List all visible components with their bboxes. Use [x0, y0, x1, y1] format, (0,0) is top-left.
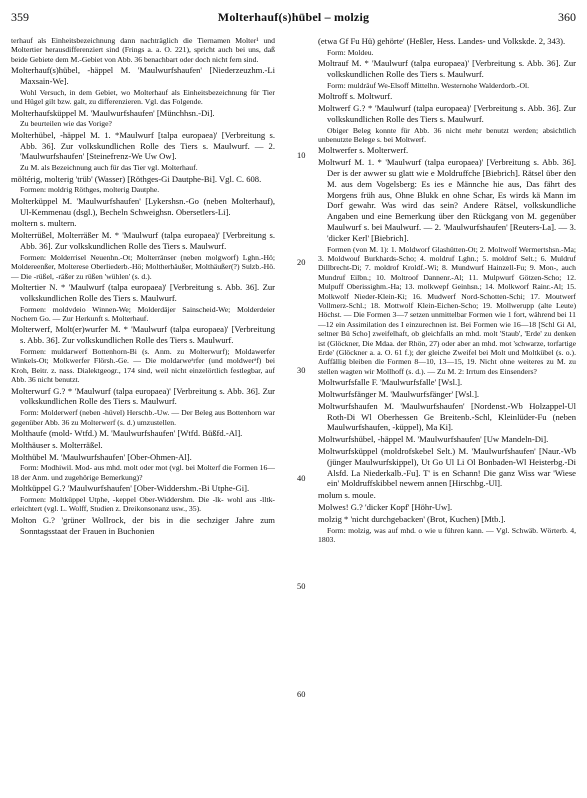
dictionary-entry: Formen: Molderrisel Neuenhn.-Ot; Molterränser (neben molgworf) Lghn.-Hö; Moldereenßer, Molterese Oberliederb.-Hö; Moltherhäußer, Molthäußer(?) Sulzb.-Hö. — Die -rüßel, -räßer zu rüßen 'wühlen' (s. d.). — [11, 252, 275, 281]
line-number: 30 — [297, 366, 306, 375]
line-number: 40 — [297, 474, 306, 483]
dictionary-entry: Form: muldräuf We-Elsoff Mittelhn. Westernohe Walderdorb.-Ol. — [327, 80, 530, 90]
dictionary-entry: Obiger Beleg konnte für Abb. 36 nicht mehr benutzt werden; absichtlich unbenutzte Belege s. bei Moltwerf. — [318, 125, 576, 144]
dictionary-entry: Moltrauf M. * 'Maulwurf (talpa europaea)' [Verbreitung s. Abb. 36]. Zur volkskundlichen Rolle des Tiers s. Maulwurf. — [318, 58, 576, 79]
right-column — [318, 36, 576, 545]
dictionary-entry: Molterwerf, Molt(er)wurfer M. * 'Maulwurf (talpa europaea)' [Verbreitung s. Abb. 36]. Zur volkskundlichen Rolle des Tiers s. Maulwurf. — [11, 324, 275, 346]
dictionary-entry: Formen: Moltküppel Utphe, -keppel Ober-Widdershm. Die -lk- wohl aus -lltk- erleichtert (vgl. L. Wolff, Studien z. Dreikonsonanz usw., 35). — [11, 495, 275, 514]
dictionary-entry: Form: Moldeu. — [327, 47, 374, 57]
dictionary-entry: möltérig, molterig 'trüb' (Wasser) [Röthges-Gi Dautphe-Bi]. Vgl. C. 608. — [11, 173, 262, 184]
dictionary-entry: Moltwerfer s. Molterwerf. — [318, 145, 409, 156]
dictionary-entry: Form: Modhiwil. Mod- aus mhd. molt oder mot (vgl. bei Molterf die Formen 16—18 der Anm. und zugehörige Bemerkung)? — [11, 463, 275, 482]
dictionary-entry: Moltroff s. Moltwurf. — [318, 91, 393, 102]
dictionary-entry: Formen (von M. 1): 1. Moldworf Glashütten-Ot; 2. Moltwolf Wermertshsn.-Ma; 3. Moldwouf Burkhards-Scho; 4. moldruf Lghn.; 5. moldrof Selt.; 6. Muldruf Dillbrecht-Di; 7. moldrof Kroldf.-Wi; 8. Mundwurf Hainzell-Fu; 9. Mon-, auch Mundruf Eilbn.; 10. Moltroof Dannenr.-Al; 11. Mulpwurf Götzen-Scho; 12. Mulpuff Oberissighm.-Ha; 13. molkwepf Geinhsn.; 14. Molkworf Rainr.-Al; 15. Molkwolf Nieder-Klein-Ki; 16. Mudwerf Nord-Schotten-Schi; 17. Moutwerf Vollmerz-Schl.; 18. Mottwolf Klein-Eichen-Scho; 19. Mollwerupp (alte Leute) Höchst. — Die Formen 3—7 setzen unmittelbar Formen wie 1 fort, während bei 11—12 ein Assimilation des I einzurechnen ist. Bei Formen wie 16—18 [Schl Gi Al, seltner Bü Scho] zweifelhaft, ob gleichfalls an mhd. molt 'Staub', 'Erde' zu denken ist (Glöckner, Die Mdaa. der Rhön, 27) oder aber an mhd. mot 'schwarze, torfartige Erde' (Glöckner a. a. O. 61 f.); der gleiche Zweifel bei Molt und Moltkübel (s. o.). Auffällig bleiben die Formen 8—10, 13—15, 19. Nicht ohne weiteres zu M. zu stellen wagten wir Mollhoff (s. d.). — Zu M. 2: Irrtum des Einsenders? — [318, 244, 576, 376]
line-number: 20 — [297, 258, 306, 267]
page-number-right: 360 — [558, 10, 576, 24]
line-number: 10 — [297, 151, 306, 160]
page-header — [11, 10, 576, 26]
dictionary-entry: Moltwurf M. 1. * 'Maulwurf (talpa europaea)' [Verbreitung s. Abb. 36]. Der is der awwer su glatt wie e Moldruffche [Biebrich]. Rätsel über den M. aus dem Vogelsberg: Es ies e Männche hie aus, Das fährt des Morgens früh aus, Ohne Blukk en ohne Schar, Es wirds kä Mann im Dorf gewahr. Was wird das sein? Andere Rätsel, volkskundliche Angaben und eine Bemerkung über den Rückgang von M. gegenüber Maulwurf s. bei Maulwurf. — 2. 'Maulwurfshaufen' [Reuters-La]. — 3. 'dicker Kerl' [Biebrich]. — [318, 157, 576, 243]
dictionary-entry: Molthaufe (mold- Wtfd.) M. 'Maulwurfshaufen' [Wtfd. Büßfd.-Al]. — [11, 428, 243, 439]
line-number-gutter — [297, 0, 311, 798]
dictionary-entry: terhauf als Einheitsbezeichnung dann nachträglich die Tiernamen Molter¹ und Moltertier herausdifferenziert sind (Frings a. a. O. 221), spricht auch bei uns, daß beide Gebiete dem M.-Gebiet von Abb. 36 benachbart oder doch nicht fern sind. — [11, 36, 275, 64]
dictionary-entry: Zu M. als Bezeichnung auch für das Tier vgl. Molterhauf. — [20, 163, 198, 173]
page-number-left: 359 — [11, 10, 29, 24]
line-number: 60 — [297, 690, 306, 699]
dictionary-entry: Moltwerf G.? * 'Maulwurf (talpa europaea)' [Verbreitung s. Abb. 36]. Zur volkskundlichen Rolle des Tiers s. Maulwurf. — [318, 103, 576, 124]
dictionary-entry: Moltertier N. * 'Maulwurf (talpa europaea)' [Verbreitung s. Abb. 36]. Zur volkskundlichen Rolle des Tiers s. Maulwurf. — [11, 282, 275, 303]
dictionary-entry: moltern s. multern. — [11, 218, 77, 229]
dictionary-entry: Molterhübel, -häppel M. 1. *Maulwurf [talpa europaea)' [Verbreitung s. Abb. 36]. Zur volkskundlichen Rolle des Tiers s. Maulwurf. — 2. 'Maulwurfshaufen' [Steinefrenz-We Uw Ow]. — [11, 129, 275, 162]
dictionary-entry: Zu beurteilen wie das Vorige? — [20, 119, 112, 129]
dictionary-entry: Wohl Versuch, in dem Gebiet, wo Molterhauf als Einheitsbezeichnung für Tier und Hügel gilt bzw. galt, zu differenzieren. Vgl. das Folgende. — [11, 87, 275, 107]
dictionary-entry: Molterküppel M. 'Maulwurfshaufen' [Lykershsn.-Go (neben Molterhauf), Ul-Kemmenau (dsgl.), Becheln Schweighsn. Obersetlers-Li]. — [11, 195, 275, 217]
left-column — [11, 36, 275, 537]
dictionary-entry: Formen: moldrig Röthges, molterig Dautphe. — [20, 185, 160, 195]
dictionary-entry: Moltwurfsfalle F. 'Maulwurfsfalle' [Wsl.]. — [318, 377, 463, 388]
dictionary-entry: Molterhauf(s)hübel, -häppel M. 'Maulwurfshaufen' [Niederzeuzhm.-Li Maxsain-We]. — [11, 65, 275, 87]
dictionary-entry: Moltwurfsfänger M. 'Maulwurfsfänger' [Wsl.]. — [318, 389, 480, 400]
dictionary-entry: (etwa Gf Fu Hü) gehörte' (Heßler, Hess. Landes- und Volkskde. 2, 343). — [318, 36, 566, 46]
dictionary-entry: molzig * 'nicht durchgebacken' (Brot, Kuchen) [Mtb.]. — [318, 513, 506, 524]
dictionary-entry: Moltwurfshaufen M. 'Maulwurfshaufen' [Nordenst.-Wb Holzappel-Ul Roth-Di Wl Oberhessen Ge Breitenb.-Schl, Kleinlüder-Fu (neben Maulwurfshaufen, -küppel), Ma Ki]. — [318, 400, 576, 433]
running-title: Molterhauf(s)hübel – molzig — [217, 10, 370, 24]
dictionary-entry: Formen: muldarwerf Bottenhorn-Bi (s. Anm. zu Molterwurf); Moldawerfer Winkels-Ot; Molkwerfer Flörsh.-Ge. — Die moldarweᵊrfer (und moldwerᵊf) bei Kroh, Beitr. z. nass. Dialektgeogr., 174 sind, weil nicht einzelörtlich festlegbar, auf Abb. 36 nicht benutzt. — [11, 347, 275, 385]
dictionary-entry: Molterrüßel, Molterräßer M. * 'Maulwurf (talpa europaea)' [Verbreitung s. Abb. 36]. Zur volkskundlichen Rolle des Tiers s. Maulwurf. — [11, 230, 275, 252]
line-number: 50 — [297, 582, 306, 591]
dictionary-entry: Molwes! G.? 'dicker Kopf' [Höhr-Uw]. — [318, 502, 453, 513]
dictionary-entry: Molterhaufsküppel M. 'Maulwurfshaufen' [Münchhsn.-Di]. — [11, 107, 215, 118]
dictionary-entry: Form: molzig, was auf mhd. o wie u führen kann. — Vgl. Schwäb. Wörterb. 4, 1803. — [318, 525, 576, 545]
dictionary-entry: Formen: moldvdeio Winnen-We; Molderdäjer Sainscheid-We; Molderdeier Nochern Go. — Zur Herkunft s. Molterhauf. — [11, 304, 275, 324]
dictionary-entry: Form: Molderwerf (neben -hüvel) Herschb.-Uw. — Der Beleg aus Bottenhorn war gegenüber Abb. 36 zu Molterwerf (s. d.) umzustellen. — [11, 408, 275, 427]
dictionary-entry: Molterwurf G.? * 'Maulwurf (talpa europaea)' [Verbreitung s. Abb. 36]. Zur volkskundlichen Rolle des Tiers s. Maulwurf. — [11, 385, 275, 407]
dictionary-entry: Moltwurfsküppel (moldrofskebel Selt.) M. 'Maulwurfshaufen' [Naur.-Wb (jünger Maulwurfskippel), Ut Go Ul Li Ol Bonbaden-Wl Heisterbg.-Di Alsfd. La Niederkalb.-Fu]. T' is en Schann! Die ganz Wiss war 'Wiese ein' Moldruffskibbel newem annen [Hirschbg.-Ul]. — [318, 446, 576, 489]
dictionary-entry: Molthäuser s. Molterräßel. — [11, 439, 103, 450]
dictionary-entry: molum s. moule. — [318, 490, 376, 501]
dictionary-entry: Moltwurfshübel, -häppel M. 'Maulwurfshaufen' [Uw Mandeln-Di]. — [318, 434, 549, 445]
dictionary-entry: Molton G.? 'grüner Wollrock, der bis in die sechziger Jahre zum Sonntagsstaat der Frauen in Buchonien — [11, 514, 275, 536]
dictionary-entry: Moltküppel G.? 'Maulwurfshaufen' [Ober-Widdershm.-Bi Utphe-Gi]. — [11, 483, 250, 494]
dictionary-entry: Molthübel M. 'Maulwurfshaufen' [Ober-Ohmen-Al]. — [11, 451, 192, 462]
